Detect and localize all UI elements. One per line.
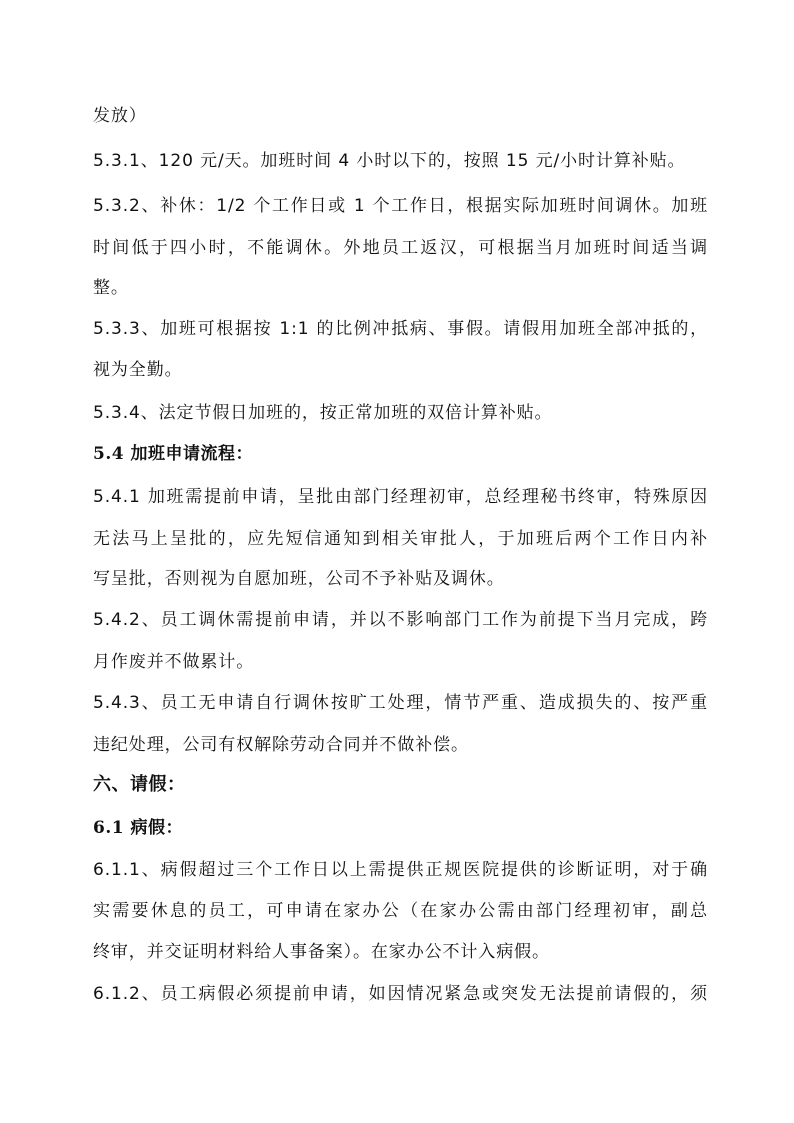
- text-line: 5.4.2、员工调休需提前申请，并以不影响部门工作为前提下当月完成，跨: [93, 610, 708, 630]
- text-line: 终审，并交证明材料给人事备案）。在家办公不计入病假。: [93, 942, 550, 962]
- text-line: 月作废并不做累计。: [93, 652, 255, 672]
- text-line: 5.3.1、120 元/天。加班时间 4 小时以下的，按照 15 元/小时计算补贴。: [93, 151, 686, 171]
- text-line: 5.4.1 加班需提前申请，呈批由部门经理初审，总经理秘书终审，特殊原因: [93, 487, 708, 507]
- text-line: 6.1.2、员工病假必须提前申请，如因情况紧急或突发无法提前请假的，须: [93, 984, 708, 1004]
- text-line: 实需要休息的员工，可申请在家办公（在家办公需由部门经理初审，副总: [93, 901, 708, 921]
- section-heading: 6.1 病假：: [93, 818, 183, 838]
- section-heading: 5.4 加班申请流程：: [93, 444, 253, 464]
- text-line: 5.3.4、法定节假日加班的，按正常加班的双倍计算补贴。: [93, 403, 553, 423]
- text-line: 违纪处理，公司有权解除劳动合同并不做补偿。: [93, 735, 469, 755]
- text-line: 5.3.2、补休：1/2 个工作日或 1 个工作日，根据实际加班时间调休。加班: [93, 196, 708, 216]
- text-line: 写呈批，否则视为自愿加班，公司不予补贴及调休。: [93, 569, 505, 589]
- text-line: 发放）: [93, 106, 147, 126]
- text-line: 整。: [93, 278, 129, 298]
- text-line: 5.3.3、加班可根据按 1:1 的比例冲抵病、事假。请假用加班全部冲抵的，: [93, 319, 708, 339]
- chapter-heading: 六、请假：: [93, 774, 186, 795]
- text-line: 视为全勤。: [93, 360, 183, 380]
- text-line: 无法马上呈批的，应先短信通知到相关审批人，于加班后两个工作日内补: [93, 529, 708, 549]
- text-line: 5.4.3、员工无申请自行调休按旷工处理，情节严重、造成损失的、按严重: [93, 693, 708, 713]
- text-line: 时间低于四小时，不能调休。外地员工返汉，可根据当月加班时间适当调: [93, 238, 708, 258]
- text-line: 6.1.1、病假超过三个工作日以上需提供正规医院提供的诊断证明，对于确: [93, 860, 708, 880]
